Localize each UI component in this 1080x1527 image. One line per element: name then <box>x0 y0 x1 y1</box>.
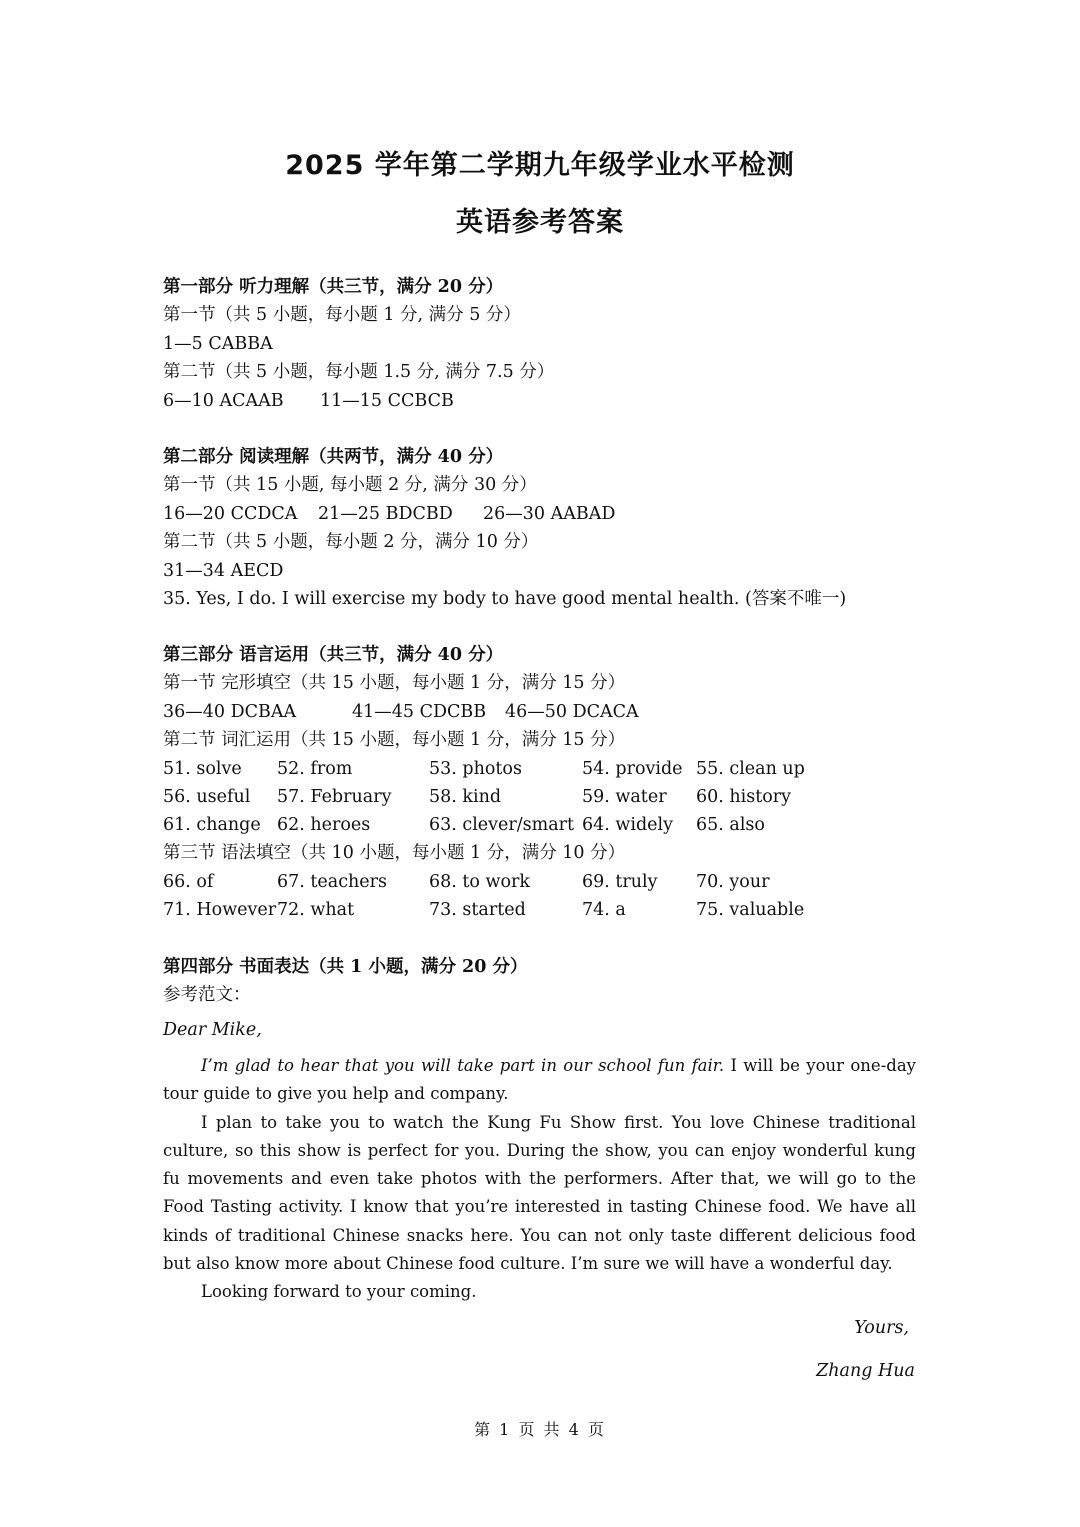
grammar-answer: 73. started <box>429 900 526 920</box>
page-subtitle: 英语参考答案 <box>456 207 624 238</box>
part2-answers1a: 16—20 CCDCA <box>163 504 298 524</box>
part1-answers2a: 6—10 ACAAB <box>163 391 284 411</box>
sample-essay-label: 参考范文： <box>163 985 251 1005</box>
part2-answers1c: 26—30 AABAD <box>483 504 616 524</box>
part1-heading: 第一部分 听力理解（共三节，满分 20 分） <box>163 277 504 297</box>
letter-paragraph-2: I plan to take you to watch the Kung Fu Show first. You love Chinese traditional culture, so this show is perfect for you. During the show, you can enjoy wonderful kung fu movements and even take photos with the performers. After that, we will go to the Food Tasting activity. I know that you’re interested in tasting Chinese food. We have all kinds of traditional Chinese snacks here. You can not only taste different delicious food but also know more about Chinese food culture. I’m sure we will have a wonderful day. <box>163 1112 916 1274</box>
grammar-answer: 68. to work <box>429 872 531 892</box>
part4-heading: 第四部分 书面表达（共 1 小题，满分 20 分） <box>163 957 528 977</box>
part2-answer35: 35. Yes, I do. I will exercise my body to have good mental health. (答案不唯一) <box>163 589 847 609</box>
letter-paragraph-1 <box>163 1052 916 1109</box>
vocab-answer: 65. also <box>696 815 765 835</box>
part3-section1: 第一节 完形填空（共 15 小题，每小题 1 分，满分 15 分） <box>163 673 626 693</box>
part2-section2: 第二节（共 5 小题，每小题 2 分，满分 10 分） <box>163 532 539 552</box>
part2-answers1b: 21—25 BDCBD <box>318 504 453 524</box>
vocab-answer: 51. solve <box>163 759 242 779</box>
grammar-answer: 71. However <box>163 900 277 920</box>
vocab-answer: 53. photos <box>429 759 522 779</box>
grammar-answer: 69. truly <box>582 872 658 892</box>
page-title: 2025 学年第二学期九年级学业水平检测 <box>285 150 795 181</box>
part2-answers2: 31—34 AECD <box>163 561 284 581</box>
part2-heading: 第二部分 阅读理解（共两节，满分 40 分） <box>163 447 504 467</box>
grammar-answer: 75. valuable <box>696 900 805 920</box>
vocab-answer: 62. heroes <box>277 815 371 835</box>
grammar-answer: 66. of <box>163 872 214 892</box>
vocab-answer: 55. clean up <box>696 759 805 779</box>
vocab-answer: 59. water <box>582 787 667 807</box>
part3-answers1c: 46—50 DCACA <box>505 702 639 722</box>
grammar-answer: 72. what <box>277 900 355 920</box>
part3-heading: 第三部分 语言运用（共三节，满分 40 分） <box>163 645 504 665</box>
vocab-answer: 54. provide <box>582 759 683 779</box>
vocab-answer: 61. change <box>163 815 261 835</box>
part3-answers1a: 36—40 DCBAA <box>163 702 297 722</box>
part3-section2: 第二节 词汇运用（共 15 小题，每小题 1 分，满分 15 分） <box>163 730 626 750</box>
letter-opening-sentence: I’m glad to hear that you will take part in our school fun fair. <box>201 1056 725 1075</box>
vocab-answer: 60. history <box>696 787 792 807</box>
vocab-answer: 52. from <box>277 759 353 779</box>
letter-body <box>163 1052 916 1307</box>
grammar-answer: 67. teachers <box>277 872 387 892</box>
letter-greeting: Dear Mike, <box>163 1020 262 1040</box>
vocab-answer: 64. widely <box>582 815 674 835</box>
grammar-answer: 70. your <box>696 872 770 892</box>
part1-answers2b: 11—15 CCBCB <box>320 391 454 411</box>
letter-paragraph-1-rest: I will be your one-day tour guide to give you help and company. <box>163 1056 916 1104</box>
letter-signature: Zhang Hua <box>816 1361 915 1381</box>
part1-section2: 第二节（共 5 小题，每小题 1.5 分, 满分 7.5 分） <box>163 362 555 382</box>
letter-paragraph-3: Looking forward to your coming. <box>201 1282 477 1302</box>
vocab-answer: 57. February <box>277 787 392 807</box>
part1-answers1: 1—5 CABBA <box>163 334 273 354</box>
part3-section3: 第三节 语法填空（共 10 小题，每小题 1 分，满分 10 分） <box>163 843 626 863</box>
vocab-answer: 58. kind <box>429 787 502 807</box>
part2-section1: 第一节（共 15 小题, 每小题 2 分, 满分 30 分） <box>163 475 537 495</box>
letter-closing: Yours, <box>854 1318 909 1338</box>
part3-answers1b: 41—45 CDCBB <box>352 702 487 722</box>
grammar-answer: 74. a <box>582 900 626 920</box>
part1-section1: 第一节（共 5 小题，每小题 1 分, 满分 5 分） <box>163 305 521 325</box>
page-number-footer: 第 1 页 共 4 页 <box>474 1420 606 1439</box>
vocab-answer: 63. clever/smart <box>429 815 575 835</box>
vocab-answer: 56. useful <box>163 787 251 807</box>
